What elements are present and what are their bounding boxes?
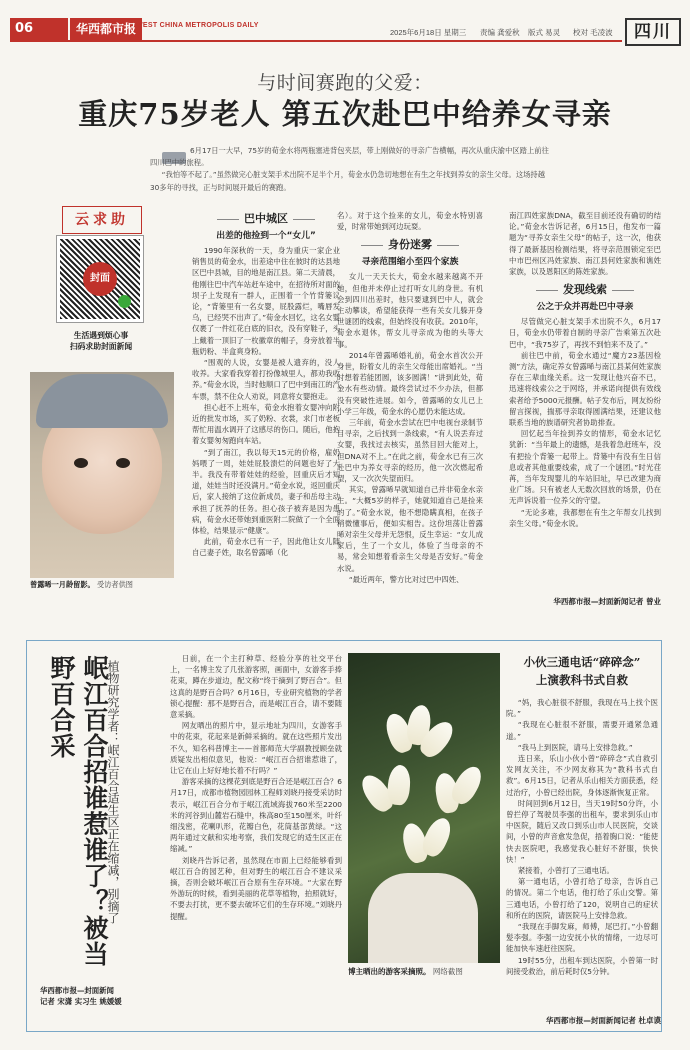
article-byline: 华西都市报—封面新闻记者 曾业: [553, 597, 661, 606]
lily-subhead: 植物研究学者：岷江百合适生区正在缩减，别摘了: [106, 660, 120, 924]
lily-photo: [348, 653, 500, 963]
page-header: [0, 0, 690, 50]
article-body: 1990年深秋的一天，身为重庆一家企业销售员的荀金水，出差途中住在彼时的达县地区巴中县城，目的地是南江县。第二天清晨，他刚往巴中汽车站赶车途中，在招待所对面的坝子上发现有一群人，正围着一个竹背篓议论，“背篓里有一名女婴，屁股露烂，嘴唇发乌，已经哭不出声了。”荀金水回忆，这名女婴仅裹了一件红花白底的旧衣，没有穿鞋子，头上戴着一顶旧了一枚徽章的帽子，身旁放着半瓶奶粉、半盒爽身粉。 “围观的人说，女婴是被人遗弃的，没人收养。大家看我穿着打扮像城里人，都劝我收养。”荀金水说，当时他顺口了巴中到南江的汽车票，禁不住众人劝说，同意将女婴抱走。 担心赶不上班车，荀金水抱着女婴冲向附近的批发市场，买了奶粉、衣裳，求门市老板帮忙用温水调开了这感尽的伤口。随后，他抱着女婴匆匆跑向车站。 “到了南江，我以每天15元的价格，雇奶妈喂了一周，娃娃屁股溃烂的问题也好了大半。我没有带着娃娃的经验，回重庆后才知道，娃娃当时还没满月。”荀金水说，返回重庆后，家人接纳了这位新成员，妻子和岳母主动承担了抚养的任务。担心孩子被弃是因为患病，荀金水还带她到重医附二院做了一个全面体检，结果显示“健康”。 此前，荀金水已有一子，因此他让女儿随自己妻子姓，取名曾露晞（化: [192, 246, 340, 558]
lead-paragraph: 6月17日一大早，75岁的荀金水将两瓶塞进背包夹层，带上刚做好的寻亲广告横幅，再次从重庆渝中区踏上前往四川巴中的旅程。: [150, 146, 549, 168]
article-lead: [150, 145, 550, 194]
baby-hat: [36, 374, 168, 428]
section-subtitle: 出差的他捡到一个“女儿”: [216, 231, 316, 241]
section-subtitle: 寻亲范围缩小至四个家族: [361, 257, 459, 268]
rescue-headline: 小伙三通电话“碎碎念” 上演教科书式自救: [523, 655, 641, 687]
section-title: 身份迷雾: [337, 236, 483, 252]
lily-headline: 岷江百合招谁惹谁了？被当野百合采: [47, 655, 109, 967]
article-body: 日前，在一个主打种草、经验分享的社交平台上，一名博主发了几张游客照，画面中，女游客手捧花束，蹲在步道边，配文称“终于摘到了野百合”。但这真的是野百合吗？6月16日，专业研究植物的学者锁心提醒：那不是野百合，而是岷江百合，请不要随意采摘。 网友晒出的照片中，显示地址为四川，女游客手中的花束，花起来是新鲜采摘的。就在这些照片发出不久，知名科普博主——首都师范大学副教授顾垒就质疑发出相似意见，他说：“岷江百合招谁惹谁了，让它在山上好好地长着不行吗？” 游客采摘的这棵花到底是野百合还是岷江百合？6月17日，成都市植物园园林工程师刘晓丹接受采访时表示，岷江百合分布于岷江流域海拔760米至2200米的河谷到山麓岩石缝中，株高80至150厘米，叶纤细浅密，花喇叭形，花瓣白色，花筒基部黄绿。“这两年通过文献和实地考察，我们发现它的适生区正在缩减。” 刘晓丹告诉记者，虽然现在市面上已经能够看到岷江百合的园艺种，但对野生的岷江百合不建议采摘，否则会破坏岷江百合原有生存环境。“大家在野外游玩的时候，看到美丽的花草等植物，拍照就好，不要去打扰，更不要去破坏它们的生存环境。”刘晓丹提醒。: [170, 654, 343, 921]
article-body: 女儿一天天长大，荀金水越来越离不开她，但他并未停止过打听女儿的身世。有机会到四川出差时，他只要逮到巴中人，就会主动攀谈，希望能获得一些有关女儿躲开身世谜团的线索，但始终没有收获。2010年，荀金水退休，帮女儿寻亲成为他的头等大事。 2014年曾露晞婚礼前，荀金水首次公开身世，盼着女儿的亲生父母能出席婚礼。“当时想着若能团圆，该多圆满！”讲到此处，荀金水有些动情。最终尝试过不少办法，但都没有突破性进展。如今，曾露晞的女儿已上小学三年级，荀金水的心愿仍未能达成。 三年前，荀金水尝试在巴中电视台录制节目寻亲，之后找到一条线索，“有人说丢弃过女婴，我找过去核实，虽然目回大能对上，但DNA对不上。”在此之前，荀金水已有三次赴巴中为养女寻亲的经历，他一次次燃起希望，又一次次失望而归。 其实，曾露晞早就知道自己并非荀金水亲生。“大概5岁的样子，她就知道自己是捡来的了。”荀金水说，他不想隐瞒真相，在孩子稍微懂事后，便如实相告。这份坦荡让曾露晞对亲生父母并无怨恨，反生幸运：“女儿成家后，生了一个女儿，体验了当母亲的不易，常会知想着看亲生父母是否安好。”荀金水说。 “最近两年，警方比对过巴中四姓、: [337, 272, 483, 584]
design-credit: 版式 易灵: [528, 28, 561, 37]
article-body: 名）。对于这个捡来的女儿，荀金水特别喜爱，时常带她到河边玩耍。: [337, 211, 483, 232]
article-column: [337, 210, 483, 585]
cloud-help-title: 云求助: [62, 206, 142, 234]
rescue-article: [506, 653, 658, 977]
issue-date: 2025年6月18日 星期三: [390, 28, 467, 37]
article-column: [192, 210, 340, 559]
article-headline: 重庆75岁老人 第五次赴巴中给养女寻亲: [78, 97, 612, 131]
newspaper-logo-en: WEST CHINA METROPOLIS DAILY: [136, 22, 259, 29]
lily-petal: [419, 814, 456, 860]
lily-byline: 华西都市报—封面新闻 记者 宋潇 实习生 姚媛媛: [40, 986, 122, 1006]
header-rule: [10, 40, 622, 42]
lily-body: [170, 653, 342, 922]
article-column: [509, 210, 661, 529]
section-title: 巴中城区: [192, 210, 340, 226]
section-subtitle: 公之于众并再赴巴中寻亲: [536, 302, 634, 313]
article-body: “妈，我心脏很不舒服，我现在马上找个医院。” “我现在心脏很不舒服，需要开通紧急通道。” “我马上到医院，请马上安排急救。” 连日来，乐山小伙小曾“碎碎念”式自救引发网友关注，不少网友称其为“教科书式自救”。6月15日，记者从乐山相关方面获悉，经过治疗，小曾已经出院，身体逐渐恢复正常。 时间回到6月12日，当天19时50分许，小曾拦停了驾驶员李强的出租车，要求到乐山市中医院，随后又改口到乐山市人民医院，交谈间，小曾的声音愈发急促，捂着胸口说：“能使快去医院吧，我感觉我心脏好不舒服，快快快！” 紧接着，小曾打了三通电话。 第一通电话，小曾打给了母亲，告诉自己的情况。第二个电话，他打给了乐山交警。第三通电话，小曾打给了120，说明自己的症状和所在的医院，请医院马上安排急救。 “我现在手脚发麻，师傅，尾巴打。”小曾翻髪李强。李强一边安抚小伙的情绪，一边尽可能加快车速赶往医院。 19时55分，出租车到达医院，小曾第一时间接受救治，前后耗时仅5分钟。: [506, 698, 658, 976]
proof-credit: 校对 毛凌波: [573, 28, 613, 37]
baby-photo: [30, 372, 174, 578]
baby-eye: [116, 458, 130, 468]
baby-eye: [74, 458, 88, 468]
cover-news-logo: 封面: [83, 262, 117, 296]
lily-petal: [386, 764, 411, 806]
qr-badge-icon: [118, 295, 131, 308]
lily-photo-caption: 博主晒出的游客采摘照。 网络截图: [348, 967, 463, 976]
rescue-byline: 华西都市报—封面新闻记者 杜卓谟: [545, 1016, 661, 1025]
article-body: 南江四姓家族DNA，截至目前还没有确切的结论。”荀金水告诉记者，6月15日，他发布一篇题为“寻养女亲生父母”的帖子，这一次，他获得了最新基因检测结果，将寻亲范围锁定至巴中市巴州区冯姓家族、南江县何姓家族和谯姓家族，以及恩阳区的陈姓家族。: [509, 211, 661, 277]
editor-credit: 责编 龚爱秋: [480, 28, 520, 37]
newspaper-logo: 华西都市报: [70, 18, 142, 40]
page-number: 06: [10, 18, 68, 40]
baby-photo-caption: 曾露晞一月龄留影。 受访者供图: [30, 580, 133, 589]
qr-caption: 生活遇到烦心事 扫码求助封面新闻: [69, 331, 133, 351]
article-kicker: 与时间赛跑的父爱：: [257, 72, 433, 94]
lead-paragraph: “我怕等不起了。”虽然做完心脏支架手术出院不足半个月，荀金水仍急切地想在有生之年找到养女的亲生父母。这场持越30多年的寻找，正与时间展开最后的赛跑。: [150, 170, 546, 192]
lily-holder: [368, 873, 478, 963]
region-label: 四川: [625, 18, 681, 46]
section-title: 发现线索: [509, 281, 661, 297]
article-body: 尽管做完心脏支架手术出院不久，6月17日，荀金水仍带着自制的寻亲广告乘第五次赴巴中，“我75岁了，再找不到怕来不及了。” 前往巴中前，荀金水通过“魔方23基因检测”方法，确定养女曾露晞与南江县某何姓家族存在三辈血缘关系。这一发现让他兴奋不已，迅速将线索公之于网络，并承诺向提供有效线索者给予5000元报酬。帖子发布后，网友纷纷留言探视，揣那寻亲取得圆满结果，还建议他联系当地的族谱研究者协助排查。 回忆起当年捡到养女的情形，荀金水记忆犹新：“当年最上的遗憾，是我着急赶班车，没有把捡个背篓一起带上。背篓中有没有生日信息或者其他重要线索，成了一个谜团。”时光荏苒，当年发现婴儿的车站旧址，早已改建为商业广场。只有被老人无数次回放的场景，仍在无声诉说着一位养父的守望。 “无论多难，我都想在有生之年帮女儿找到亲生父母。”荀金水说。: [509, 317, 661, 528]
